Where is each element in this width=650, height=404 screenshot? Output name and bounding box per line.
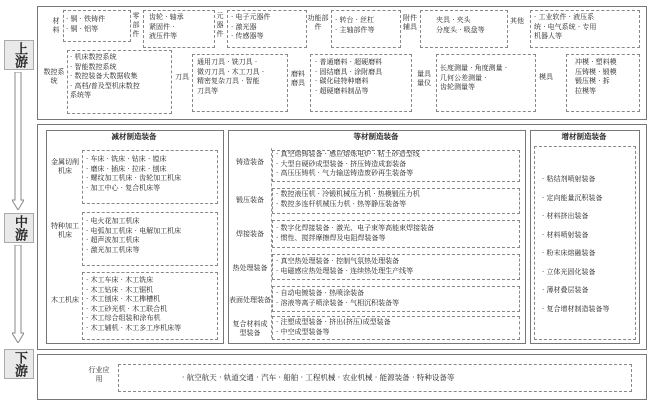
- abrasives-label: 磨料磨具: [291, 70, 305, 87]
- industry-label: 行业应用: [88, 366, 110, 383]
- reduction-group-list: · 木工车床 · 木工铣床 · 木工钻床 · 木工锯机 · 木工刨床 · 木工榫槽机 · 木工砂光机 · 木工联合机 · 木工综合组装和涂布机 · 木工辅机 · 木工多工序机床等: [86, 276, 182, 332]
- tools-list: 通用刀具 · 铣刀具 · 微刃刀具 · 木工刀具 · 精密复杂刀具 · 智能 刀具等: [197, 58, 265, 95]
- equal-group-list: · 数控液压机 · 冷锻机械压力机 · 热模锻压力机 · 数控多连杆机械压力机 · 热等静压装备等: [276, 190, 420, 208]
- stage-upstream: 上游: [4, 40, 34, 70]
- other-label: 其他: [510, 17, 524, 25]
- functional-label: 功能部件: [307, 14, 329, 31]
- stage-midstream: 中游: [4, 213, 34, 243]
- additive-list: · 粘结剂喷射装备 · 定向能量沉积装备 · 材料挤出装备 · 材料喷射装备 · 粉末床熔融装备 · 立体光固化装备 · 薄材叠层装备 · 复合增材制造装备等: [542, 175, 610, 313]
- measuring-label: 量具量仪: [417, 70, 431, 87]
- equal-group-list: · 注塑成型装备 · 挤出(挤压)成型装备 · 中空成型装备等: [276, 318, 391, 336]
- equal-group-list: · 数字化焊接装备 · 激光、电子束等高能束焊接装备 · 惯性、搅拌摩擦焊及电阻焊装备等: [276, 224, 435, 242]
- materials-label: 材料: [52, 17, 60, 34]
- electronic-label: 元器件: [216, 12, 224, 38]
- materials-list: · 铜 · 铁铸件 · 铜 · 铝等: [66, 15, 106, 33]
- parts-label: 零部件: [132, 12, 140, 38]
- abrasives-list: · 普通磨料 · 超硬磨料 · 固结磨具 · 涂附磨具 · 碳化硅特种磨料 · 超硬磨料制品等: [315, 58, 383, 95]
- industry-list: · 航空航天 · 轨道交通 · 汽车 · 船舶 · 工程机械 · 农业机械 · 能源装备 · 特种设备等: [182, 373, 455, 382]
- cnc-list: · 机床数控系统 · 智能数控系统 · 数控装备大数据收集 · 高档/普及型机床数控 系统等: [70, 53, 140, 100]
- reduction-group-label: 木工机床: [51, 296, 79, 304]
- equal-group-list: · 真空熔铸装备 · 感应熔炼电炉 · 粘土砂造型线 · 大型自硬砂成型装备 · 挤压铸造成套装备 · 高压压铸机 · 气力输送铸造废砂再生装备等: [276, 150, 420, 178]
- equal-group-label: 热处理装备: [232, 264, 268, 272]
- equal-group-list: · 真空热处理装备 · 控制气氛热处理装备 · 电磁感应热处理装备 · 连续热处理生产线等: [276, 257, 414, 275]
- equal-group-label: 表面处理装备: [229, 296, 271, 304]
- equal-group-label: 铸造装备: [236, 158, 264, 166]
- tools-label: 刀具: [175, 73, 189, 81]
- molds-list: 冲模 · 塑料模 压铸模 · 锻模 锻压模 · 拆 拉模等: [575, 58, 617, 95]
- reduction-group-label: 金属切削机床: [51, 158, 79, 175]
- additive-title: 增材制造装备: [561, 132, 607, 141]
- reduction-group-list: · 车床 · 铣床 · 钻床 · 镗床 · 磨床 · 插床 · 拉床 · 刨床 · 螺纹加工机床 · 齿轮加工机床 · 加工中心 · 复合机床等: [86, 155, 182, 192]
- stage-downstream: 下游: [4, 349, 34, 379]
- arrow-down-icon: [12, 72, 24, 210]
- other-list: · 工业软件 · 液压系 统 · 电气系统 · 专用 机器人等: [534, 13, 597, 41]
- equal-group-label: 复合材料成型装备: [232, 320, 268, 337]
- functional-list: · 转台 · 丝杠 · 主轴部件等: [335, 16, 375, 34]
- accessories-label: 附件辅具: [403, 14, 417, 31]
- electronic-list: · 电子元器件 · 激光器 · 传感器等: [231, 13, 271, 41]
- parts-list: 齿轮 · 轴承 紧固件 · 液压件等: [149, 13, 184, 41]
- equal-group-label: 锻压装备: [236, 196, 264, 204]
- arrow-down-icon: [12, 245, 24, 343]
- equal-title: 等材制造装备: [353, 132, 399, 141]
- cnc-label: 数控系统: [43, 68, 65, 85]
- measuring-list: 长度测量 · 角度测量 · 几何公差测量 · 齿轮测量等: [440, 64, 508, 92]
- equal-group-list: · 自动电镀装备 · 热喷涂装备 · 溶液等离子喷涂装备 · 气相沉积装备等: [276, 289, 400, 307]
- reduction-group-label: 特种加工机床: [51, 222, 79, 239]
- accessories-list: 夹具 · 夹头 分度头 · 吸盘等: [436, 16, 485, 34]
- molds-label: 模具: [539, 73, 553, 81]
- equal-group-label: 焊接装备: [236, 230, 264, 238]
- reduction-group-list: · 电火花加工机床 · 电弧加工机床 · 电解加工机床 · 超声波加工机床 · 激光加工机床等: [86, 217, 182, 254]
- reduction-title: 减材制造装备: [111, 132, 157, 141]
